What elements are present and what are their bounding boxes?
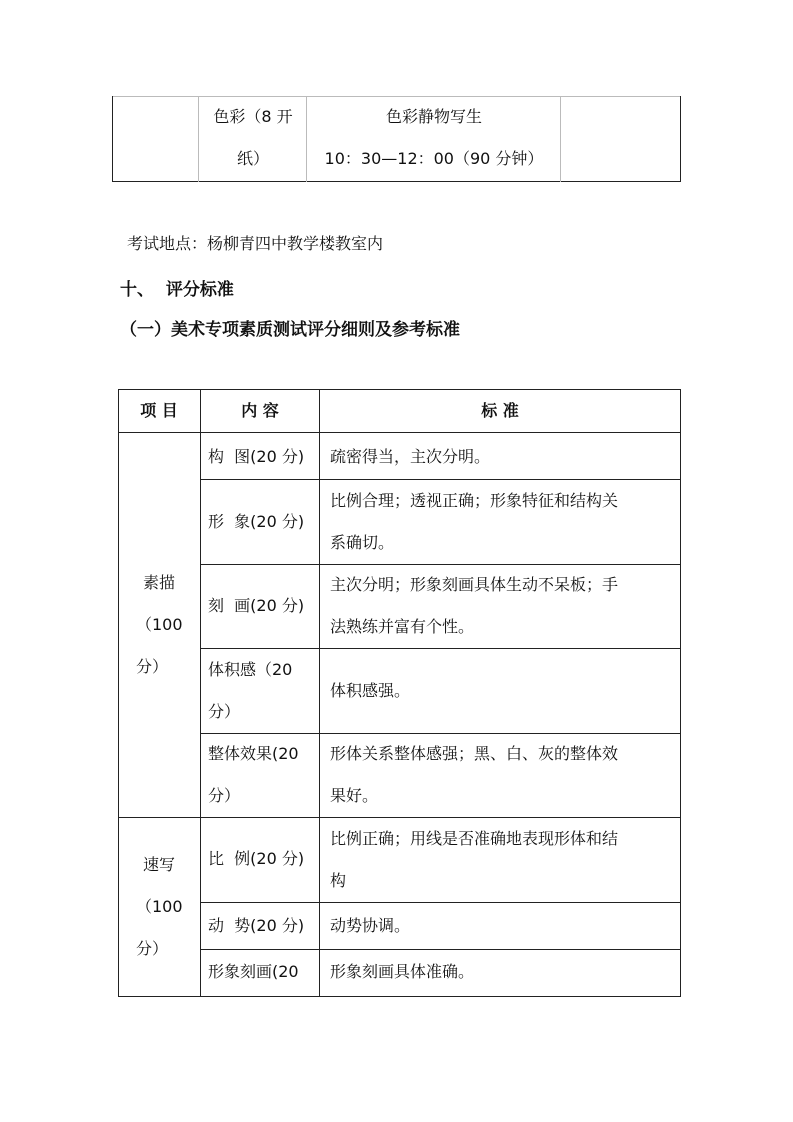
row-volume-content-line1: 体积感（20 <box>208 660 293 679</box>
row-form-standard-line2: 系确切。 <box>330 533 395 552</box>
row-form-standard-line1: 比例合理；透视正确；形象特征和结构关 <box>330 491 619 510</box>
group-quicksketch-item-line2: （100 <box>136 897 183 916</box>
header-content: 内 容 <box>241 401 279 420</box>
header-item: 项 目 <box>140 401 178 420</box>
row-figure-standard: 形象刻画具体准确。 <box>330 962 475 981</box>
row-movement-standard: 动势协调。 <box>330 916 411 935</box>
schedule-subject-line1: 色彩（8 开 <box>213 107 293 126</box>
row-composition-content: 构 图(20 分) <box>208 447 305 466</box>
row-detail-standard-line2: 法熟练并富有个性。 <box>330 617 475 636</box>
group-quicksketch-item-line3: 分） <box>136 939 169 958</box>
row-volume-content-line2: 分） <box>208 702 241 721</box>
group-sketch-item-line3: 分） <box>136 657 169 676</box>
schedule-content-line2: 10：30—12：00（90 分钟） <box>324 149 544 168</box>
row-detail-content: 刻 画(20 分) <box>208 596 305 615</box>
row-proportion-standard-line2: 构 <box>330 871 347 890</box>
row-overall-standard-line2: 果好。 <box>330 786 379 805</box>
row-form-content: 形 象(20 分) <box>208 512 305 531</box>
schedule-subject-line2: 纸） <box>236 149 269 168</box>
grading-table <box>118 389 681 997</box>
row-composition-standard: 疏密得当，主次分明。 <box>330 447 491 466</box>
section-heading: 十、 评分标准 <box>120 280 234 300</box>
group-quicksketch-item-line1: 速写 <box>142 855 175 874</box>
group-sketch-item-line1: 素描 <box>142 573 175 592</box>
row-proportion-standard-line1: 比例正确；用线是否准确地表现形体和结 <box>330 829 619 848</box>
row-proportion-content: 比 例(20 分) <box>208 849 305 868</box>
row-overall-standard-line1: 形体关系整体感强；黑、白、灰的整体效 <box>330 744 619 763</box>
row-movement-content: 动 势(20 分) <box>208 916 305 935</box>
row-figure-content: 形象刻画(20 <box>208 962 299 981</box>
header-standard: 标 准 <box>481 401 519 420</box>
group-sketch-item-line2: （100 <box>136 615 183 634</box>
row-overall-content-line1: 整体效果(20 <box>208 744 299 763</box>
schedule-content-line1: 色彩静物写生 <box>385 107 482 126</box>
row-volume-standard: 体积感强。 <box>330 681 411 700</box>
row-overall-content-line2: 分） <box>208 786 241 805</box>
exam-location: 考试地点：杨柳青四中教学楼教室内 <box>127 234 384 253</box>
row-detail-standard-line1: 主次分明；形象刻画具体生动不呆板；手 <box>330 575 619 594</box>
subsection-heading: （一）美术专项素质测试评分细则及参考标准 <box>120 320 460 340</box>
schedule-table-fragment <box>112 96 681 182</box>
